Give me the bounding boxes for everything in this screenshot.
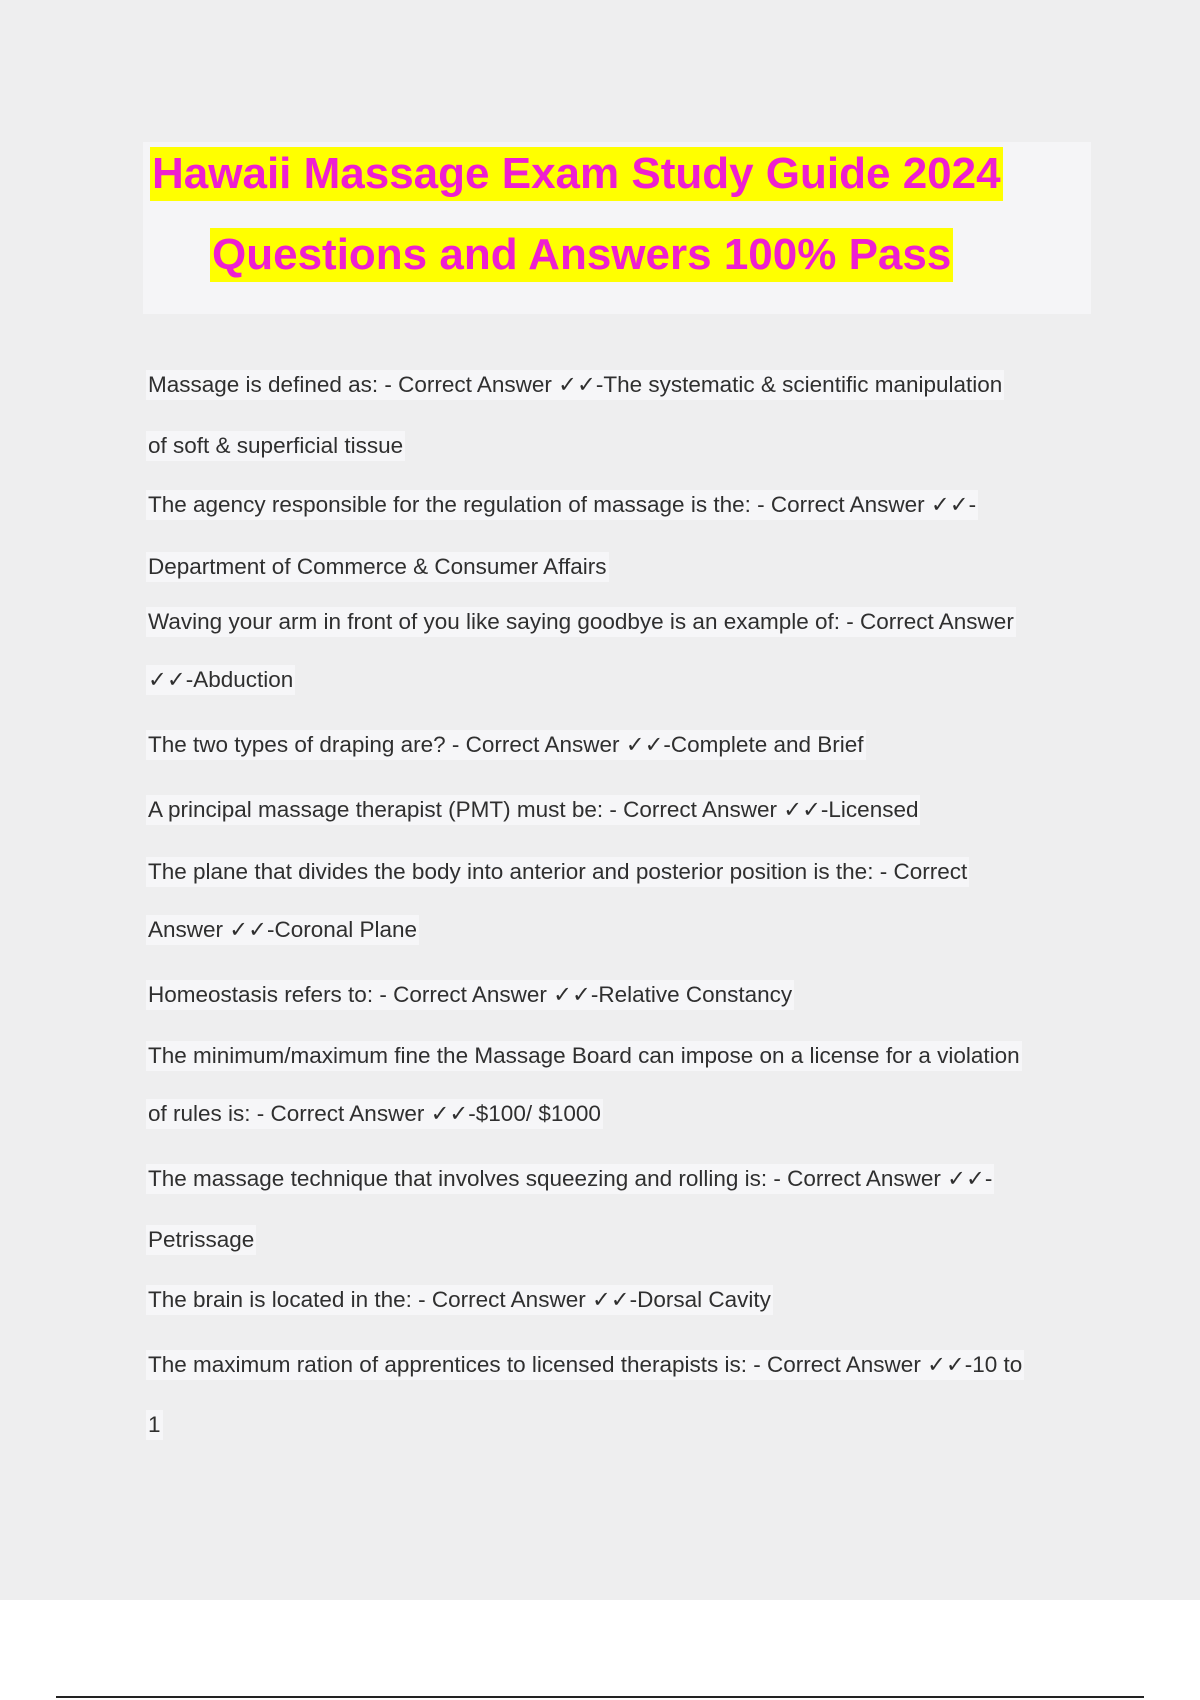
qa-line: of rules is: - Correct Answer ✓✓-$100/ $1000	[146, 1099, 603, 1129]
qa-line: Massage is defined as: - Correct Answer ✓✓-The systematic & scientific manipulation	[146, 370, 1004, 400]
qa-line: The agency responsible for the regulation of massage is the: - Correct Answer ✓✓-	[146, 490, 978, 520]
footer-divider	[56, 1696, 1144, 1698]
title-block	[143, 142, 1091, 314]
document-title-line-1: Hawaii Massage Exam Study Guide 2024	[150, 147, 1003, 201]
qa-line: The maximum ration of apprentices to licensed therapists is: - Correct Answer ✓✓-10 to	[146, 1350, 1024, 1380]
qa-line: ✓✓-Abduction	[146, 665, 295, 695]
qa-line: Department of Commerce & Consumer Affairs	[146, 552, 609, 582]
qa-line: A principal massage therapist (PMT) must be: - Correct Answer ✓✓-Licensed	[146, 795, 920, 825]
qa-line: 1	[146, 1410, 163, 1440]
document-title-line-2: Questions and Answers 100% Pass	[210, 228, 953, 282]
qa-line: Answer ✓✓-Coronal Plane	[146, 915, 419, 945]
qa-line: The brain is located in the: - Correct Answer ✓✓-Dorsal Cavity	[146, 1285, 773, 1315]
qa-line: The massage technique that involves squeezing and rolling is: - Correct Answer ✓✓-	[146, 1164, 994, 1194]
qa-line: Petrissage	[146, 1225, 256, 1255]
qa-line: The two types of draping are? - Correct Answer ✓✓-Complete and Brief	[146, 730, 866, 760]
qa-line: Waving your arm in front of you like saying goodbye is an example of: - Correct Answer	[146, 607, 1016, 637]
qa-line: of soft & superficial tissue	[146, 431, 405, 461]
qa-line: The plane that divides the body into anterior and posterior position is the: - Correct	[146, 857, 969, 887]
qa-line: Homeostasis refers to: - Correct Answer ✓✓-Relative Constancy	[146, 980, 794, 1010]
qa-line: The minimum/maximum fine the Massage Board can impose on a license for a violation	[146, 1041, 1022, 1071]
